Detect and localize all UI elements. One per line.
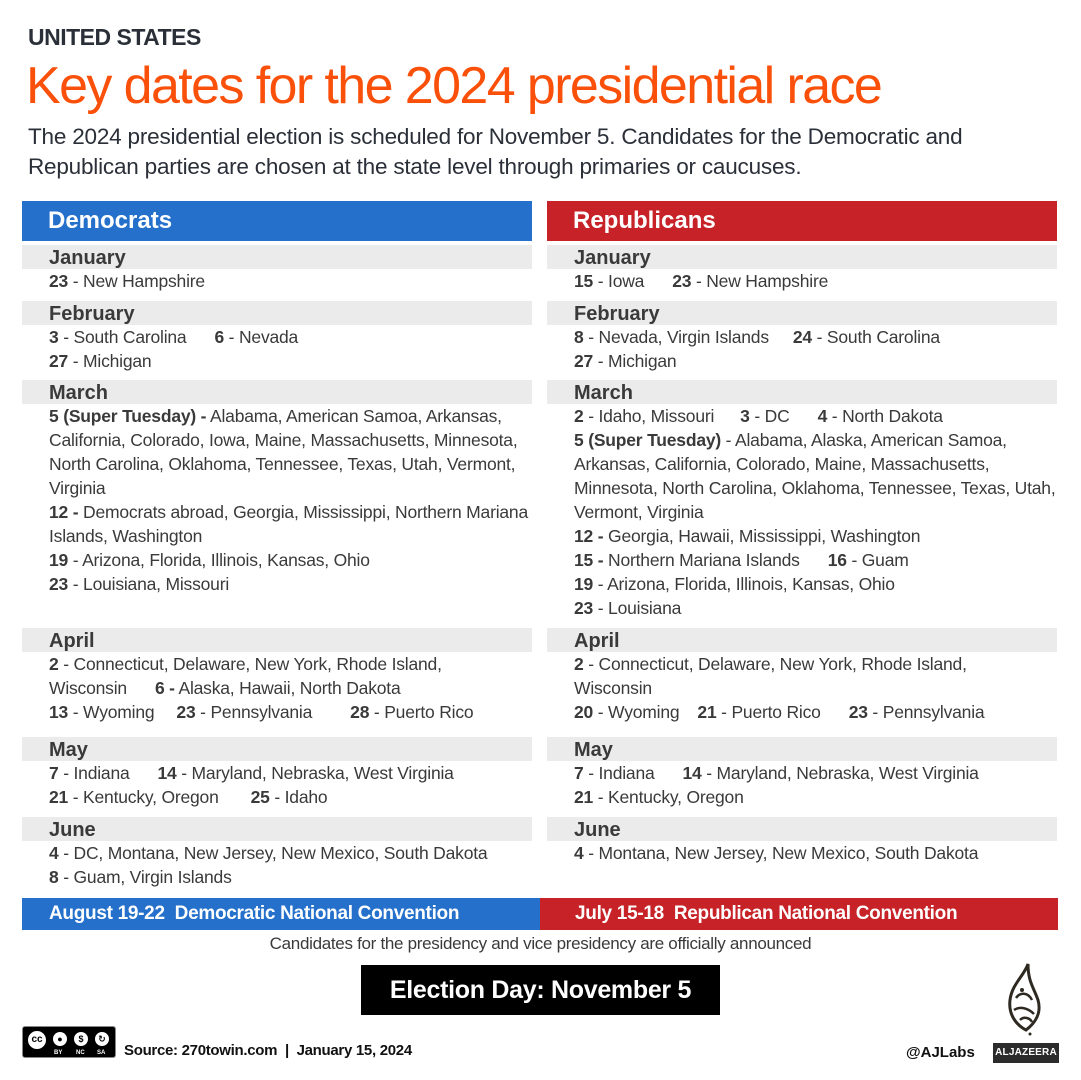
month-heading: May xyxy=(22,737,532,761)
date-entry: 15 - Iowa xyxy=(574,271,645,291)
month-entries xyxy=(22,761,532,809)
dem-month-may xyxy=(22,737,532,809)
rep-month-february xyxy=(547,301,1057,373)
month-entries xyxy=(547,325,1057,373)
democrats-header: Democrats xyxy=(22,201,532,241)
date-entry: 25 - Idaho xyxy=(250,787,328,807)
date-entry: 3 - South Carolina xyxy=(49,327,187,347)
month-heading: February xyxy=(547,301,1057,325)
rep-month-march xyxy=(547,380,1057,620)
conventions-note: Candidates for the presidency and vice presidency are officially announced xyxy=(269,934,812,953)
month-heading: March xyxy=(22,380,532,404)
date-entry: 2 - Idaho, Missouri xyxy=(574,406,715,426)
date-entry: 6 - Nevada xyxy=(214,327,299,347)
conventions-bar xyxy=(22,898,1058,930)
dem-month-march xyxy=(22,380,532,596)
democrats-column xyxy=(22,201,532,887)
date-entry: 28 - Puerto Rico xyxy=(350,702,474,722)
ajlabs-handle: @AJLabs xyxy=(906,1044,975,1061)
dem-month-january xyxy=(22,245,532,293)
month-entries xyxy=(547,761,1057,809)
date-entry: 13 - Wyoming xyxy=(49,702,155,722)
month-heading: January xyxy=(547,245,1057,269)
rep-month-june xyxy=(547,817,1057,865)
sa-label: SA xyxy=(97,1050,106,1056)
month-entries xyxy=(22,269,532,293)
date-entry: 16 - Guam xyxy=(827,550,909,570)
date-entry: 3 - DC xyxy=(740,406,790,426)
month-entries xyxy=(547,269,1057,293)
date-entry: 14 - Maryland, Nebraska, West Virginia xyxy=(157,763,454,783)
date-entry: 24 - South Carolina xyxy=(792,327,940,347)
month-entries: 5 (Super Tuesday) - Alabama, American Samoa, Arkansas, California, Colorado, Iowa, Maine, Massachusetts, Minnesota, North Carolina, Oklahoma, Tennessee, Texas, Utah, Vermont, Virginia 12 - Democrats abroad, Georgia, Mississippi, Northern Mariana Islands, Washington 19 - Arizona, Florida, Illinois, Kansas, Ohio 23 - Louisiana, Missouri xyxy=(49,406,528,594)
month-entries: 2 - Idaho, Missouri 3 - DC 4 - North Dakota 5 (Super Tuesday) - Alabama, Alaska, American Samoa, Arkansas, California, Colorado, Maine, Massachusetts, Minnesota, North Carolina, Oklahoma, Tennessee, Texas, Utah, Vermont, Virginia 12 - Georgia, Hawaii, Mississippi, Washington 15 - Northern Mariana Islands 16 - Guam 19 - Arizona, Florida, Illinois, Kansas, Ohio 23 - Louisiana xyxy=(574,406,1056,618)
month-heading: April xyxy=(22,628,532,652)
date-entry: 20 - Wyoming xyxy=(574,702,680,722)
kicker: UNITED STATES xyxy=(28,24,201,50)
election-day-banner: Election Day: November 5 xyxy=(361,965,720,1015)
date-entry: 14 - Maryland, Nebraska, West Virginia xyxy=(682,763,979,783)
creative-commons-badge xyxy=(22,1026,116,1058)
month-heading: June xyxy=(547,817,1057,841)
rep-month-may xyxy=(547,737,1057,809)
republicans-column xyxy=(547,201,1057,863)
date-entry: 21 - Kentucky, Oregon xyxy=(574,787,744,807)
nc-label: NC xyxy=(76,1050,85,1056)
month-entries: 2 - Connecticut, Delaware, New York, Rhode Island, Wisconsin 6 - Alaska, Hawaii, North Dakota 13 - Wyoming 23 - Pennsylvania 28 - Puerto Rico xyxy=(49,654,474,722)
by-label: BY xyxy=(54,1050,63,1056)
month-heading: March xyxy=(547,380,1057,404)
month-entries: 2 - Connecticut, Delaware, New York, Rhode Island, Wisconsin 20 - Wyoming 21 - Puerto Rico 23 - Pennsylvania xyxy=(574,654,985,722)
date-entry: 7 - Indiana xyxy=(574,763,655,783)
date-entry: 21 - Kentucky, Oregon xyxy=(49,787,219,807)
month-entries xyxy=(22,325,532,373)
date-entry: 21 - Puerto Rico xyxy=(697,702,821,722)
aljazeera-badge: ALJAZEERA xyxy=(993,1043,1059,1063)
date-entry: 23 - New Hampshire xyxy=(49,271,205,291)
democratic-convention: August 19-22 Democratic National Convention xyxy=(22,898,540,930)
dem-month-june xyxy=(22,817,532,889)
cc-icon: cc xyxy=(26,1029,48,1051)
date-entry: 8 - Nevada, Virgin Islands xyxy=(574,327,769,347)
by-icon: ● xyxy=(51,1030,69,1048)
dem-month-april xyxy=(22,628,532,724)
aljazeera-logo-icon xyxy=(998,962,1046,1038)
month-entries: 4 - Montana, New Jersey, New Mexico, South Dakota xyxy=(574,843,979,863)
month-heading: May xyxy=(547,737,1057,761)
date-entry: 23 - Pennsylvania xyxy=(176,702,313,722)
date-entry: 27 - Michigan xyxy=(574,351,677,371)
page-title: Key dates for the 2024 presidential race xyxy=(26,57,882,115)
month-heading: April xyxy=(547,628,1057,652)
source-line: Source: 270towin.com | January 15, 2024 xyxy=(124,1042,412,1059)
date-entry: 27 - Michigan xyxy=(49,351,152,371)
republicans-header: Republicans xyxy=(547,201,1057,241)
dem-month-february xyxy=(22,301,532,373)
month-heading: January xyxy=(22,245,532,269)
date-entry: 4 - North Dakota xyxy=(817,406,943,426)
nc-icon: $ xyxy=(72,1030,90,1048)
rep-month-january xyxy=(547,245,1057,293)
date-entry: 15 - Northern Mariana Islands xyxy=(574,550,800,570)
date-entry: 23 - New Hampshire xyxy=(672,271,829,291)
month-heading: June xyxy=(22,817,532,841)
month-heading: February xyxy=(22,301,532,325)
republican-convention: July 15-18 Republican National Convention xyxy=(540,898,1058,930)
date-entry: 23 - Pennsylvania xyxy=(848,702,985,722)
rep-month-april xyxy=(547,628,1057,724)
month-entries: 4 - DC, Montana, New Jersey, New Mexico, South Dakota 8 - Guam, Virgin Islands xyxy=(49,843,488,887)
subtitle: The 2024 presidential election is scheduled for November 5. Candidates for the Democratic and Republican parties are chosen at the state level through primaries or caucuses. xyxy=(28,124,963,179)
date-entry: 7 - Indiana xyxy=(49,763,130,783)
sa-icon: ↻ xyxy=(93,1030,111,1048)
